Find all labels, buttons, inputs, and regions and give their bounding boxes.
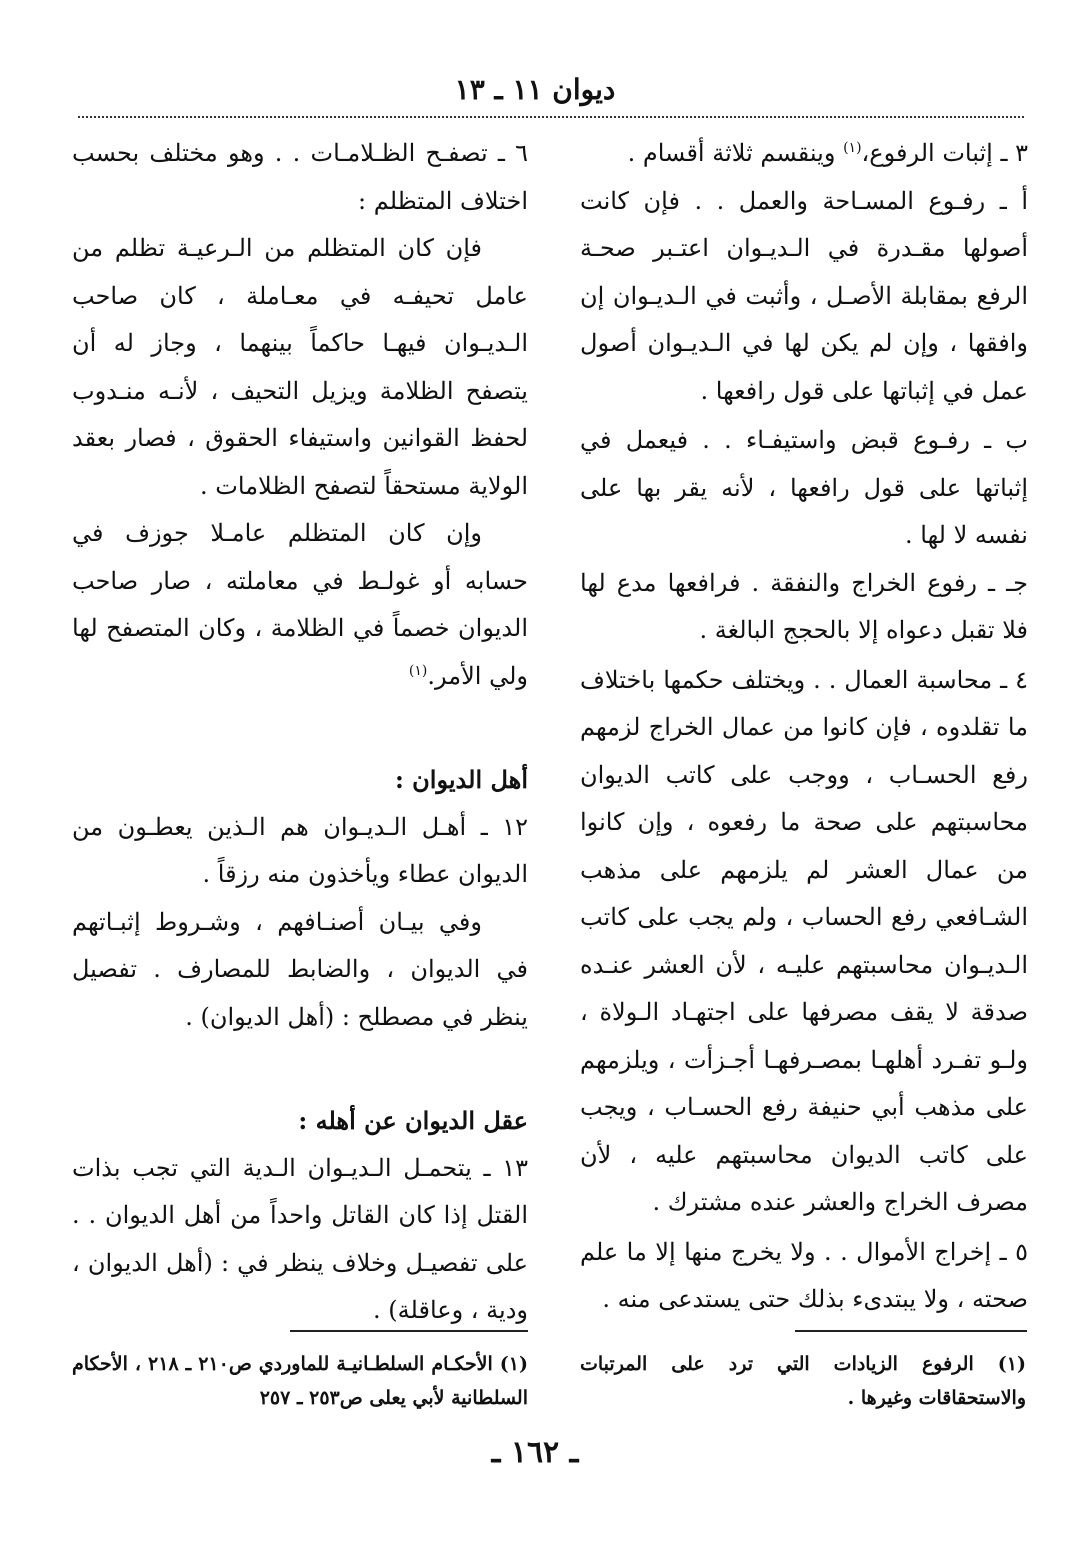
left-column (72, 130, 528, 1335)
section-heading-diwan-people: أهل الديوان : (394, 765, 528, 794)
paragraph-grievance-subject: فإن كان المتظلم من الـرعيـة تظلم من عامل تحيفـه في معـاملة ، كان صاحب الـديـوان فيهـا حاكماً بينهما ، وجاز له أن يتصفح الظلامة ويزيل التحيف ، لأنـه منـدوب لحفظ القوانين واستيفاء الحقوق ، فصار بعقد الولاية مستحقاً لتصفح الظلامات . (72, 234, 528, 500)
paragraph-grievances: ٦ ـ تصفـح الظـلامـات . . وهو مختلف بحسب اختلاف المتظلم : (72, 139, 528, 215)
right-column (580, 130, 1028, 1324)
page-number: ـ ١٦٢ ـ (491, 1435, 579, 1470)
paragraph-tax-raises: جـ ـ رفوع الخراج والنفقة . فرافعها مدع لها فلا تقبل دعواه إلا بالحجج البالغة . (580, 568, 1028, 644)
header-dotted-rule (78, 116, 1024, 118)
footnote-ref: (١) (408, 662, 428, 679)
paragraph-proof-of-raises: ٣ ـ إثبات الرفوع،$^{(١)}$ وينقسم ثلاثة أقسام . (627, 139, 1028, 167)
footnote-left: (١) الأحكـام السلطـانيـة للماوردي ص٢١٠ ـ ٢١٨ ، الأحكام السلطانية لأبي يعلى ص٢٥٣ ـ ٢٥٧ (72, 1353, 528, 1409)
section-heading-diwan-blood-money: عقل الديوان عن أهله : (298, 1106, 528, 1135)
paragraph-area-raises: أ ـ رفـوع المسـاحة والعمل . . فإن كانت أصولها مقـدرة في الـديـوان اعتـبر صحـة الرفع بمقابلة الأصـل ، وأثبت في الـديـوان إن وافقها ، وإن لم يكن لها في الـديـوان أصول عمل في إثباتها على قول رافعها . (580, 186, 1028, 405)
footnote-separator-right (795, 1330, 1027, 1332)
footnote-right: (١) الرفوع الزيادات التي ترد على المرتبات والاستحقاقات وغيرها . (580, 1353, 1026, 1409)
paragraph-diwan-people: ١٢ ـ أهـل الـديـوان هم الـذين يعطـون من الديوان عطاء ويأخذون منه رزقاً . (72, 812, 528, 888)
footnote-separator-left (290, 1330, 528, 1332)
paragraph-accounting-workers: ٤ ـ محاسبة العمال . . ويختلف حكمها باختلاف ما تقلدوه ، فإن كانوا من عمال الخراج لزمهم رفع الحسـاب ، ووجب على كاتب الديوان محاسبتهم على صحة ما رفعوه ، وإن كانوا من عمال العشر لم يلزمهم على مذهب الشـافعي رفع الحساب ، ولم يجب على كاتب الـديـوان محاسبتهم عليـه ، لأن العشر عنـده صدقة لا يقف مصرفها على اجتهـاد الـولاة ، ولـو تفـرد أهلهـا بمصـرفهـا أجـزأت ، ويلزمهم على مذهب أبي حنيفة رفع الحسـاب ، ويجب على كاتب الديوان محاسبتهم عليه ، لأن مصرف الخراج والعشر عنده مشترك . (580, 665, 1028, 1216)
paragraph-disbursement: ٥ ـ إخراج الأموال . . ولا يخرج منها إلا ما علم صحته ، ولا يبتدىء بذلك حتى يستدعى منه . (580, 1237, 1028, 1313)
footnote-ref: (١) (843, 140, 862, 156)
paragraph-grievance-worker: وإن كان المتظلم عامـلا جوزف في حسابه أو غولـط في معاملته ، صار صاحب الديوان خصماً في الظلامة ، وكان المتصفح لها ولي الأمر.$^{(١)}$ (72, 519, 528, 690)
paragraph-diwan-people-details: وفي بيـان أصنـافهم ، وشـروط إثبـاتهم في الديوان ، والضابط للمصارف . تفصيل ينظر في مصطلح : (أهل الديوان) . (72, 907, 528, 1031)
paragraph-collection-raises: ب ـ رفـوع قبض واستيفـاء . . فيعمل في إثباتها على قول رافعها ، لأنه يقر بها على نفسه لا لها . (580, 426, 1028, 549)
paragraph-diwan-blood-money: ١٣ ـ يتحمـل الـديـوان الـدية التي تجب بذات القتل إذا كان القاتل واحداً من أهل الديوان . . على تفصيـل وخلاف ينظر في : (أهل الديوان ، ودية ، وعاقلة) . (72, 1153, 528, 1324)
page-header: ديوان ١١ ـ ١٣ (454, 73, 616, 106)
